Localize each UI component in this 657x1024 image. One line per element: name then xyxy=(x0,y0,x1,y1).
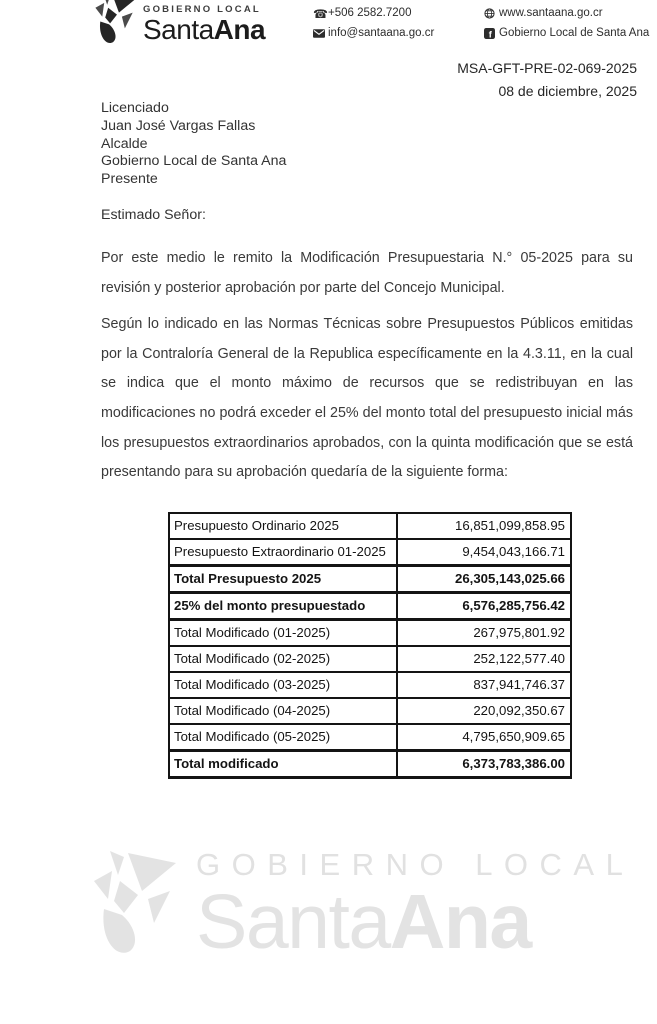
row-label: Total Modificado (02-2025) xyxy=(169,646,397,672)
envelope-icon xyxy=(313,29,328,38)
contact-column-right xyxy=(484,4,649,43)
row-value: 220,092,350.67 xyxy=(397,698,571,724)
row-value: 16,851,099,858.95 xyxy=(397,513,571,539)
contact-facebook-text: Gobierno Local de Santa Ana xyxy=(499,26,650,39)
table-row-total xyxy=(169,566,571,593)
footer-watermark xyxy=(92,843,634,969)
row-value: 4,795,650,909.65 xyxy=(397,724,571,751)
contact-phone xyxy=(313,4,434,24)
row-value: 837,941,746.37 xyxy=(397,672,571,698)
reference-number: MSA-GFT-PRE-02-069-2025 xyxy=(457,60,637,76)
leaf-mosaic-icon-watermark xyxy=(92,843,180,969)
watermark-name-bold: Ana xyxy=(389,879,531,965)
municipality-logo xyxy=(94,0,265,47)
row-label: Total Modificado (05-2025) xyxy=(169,724,397,751)
contact-column-left xyxy=(313,4,434,43)
globe-icon xyxy=(484,8,499,19)
logo-name-bold: Ana xyxy=(213,14,266,45)
watermark-text xyxy=(196,843,635,965)
salutation: Estimado Señor: xyxy=(101,207,206,223)
paragraph-1: Por este medio le remito la Modificación Presupuestaria N.° 05-2025 para su revisión y posterior aprobación por parte del Concejo Municipal. xyxy=(101,250,633,296)
recipient-block xyxy=(101,100,286,189)
row-value: 267,975,801.92 xyxy=(397,620,571,647)
budget-summary-table xyxy=(168,512,572,779)
watermark-name-regular: Santa xyxy=(196,879,390,965)
row-label: Total Presupuesto 2025 xyxy=(169,566,397,593)
table-row-25pct xyxy=(169,593,571,620)
row-value: 6,373,783,386.00 xyxy=(397,751,571,778)
row-value: 26,305,143,025.66 xyxy=(397,566,571,593)
logo-text xyxy=(143,0,265,44)
contact-email-text: info@santaana.go.cr xyxy=(328,26,435,39)
row-label: Presupuesto Extraordinario 01-2025 xyxy=(169,539,397,566)
table-row xyxy=(169,646,571,672)
facebook-icon xyxy=(484,28,499,39)
contact-facebook xyxy=(484,24,649,44)
table-row xyxy=(169,724,571,751)
row-label: 25% del monto presupuestado xyxy=(169,593,397,620)
watermark-name xyxy=(196,879,634,965)
row-value: 9,454,043,166.71 xyxy=(397,539,571,566)
row-label: Total modificado xyxy=(169,751,397,778)
paragraph-2: Según lo indicado en las Normas Técnicas sobre Presupuestos Públicos emitidas por la Contraloría General de la Republica específicamente en la 4.3.11, en la cual se indica que el monto máximo de recursos que se redistribuyan en las modificaciones no podrá exceder el 25% del monto total del presupuesto inicial más los presupuestos extraordinarios aprobados, con la quinta modificación que se está presentando para su aprobación quedaría de la siguiente forma: xyxy=(101,316,633,481)
leaf-mosaic-icon xyxy=(94,0,138,47)
svg-text:f: f xyxy=(488,29,492,39)
row-label: Total Modificado (03-2025) xyxy=(169,672,397,698)
recipient-line: Alcalde xyxy=(101,135,148,152)
table-row-grand-total xyxy=(169,751,571,778)
row-value: 6,576,285,756.42 xyxy=(397,593,571,620)
letter-body xyxy=(101,244,633,495)
recipient-line: Gobierno Local de Santa Ana xyxy=(101,153,287,170)
contact-website xyxy=(484,4,649,24)
logo-name-regular: Santa xyxy=(143,14,214,45)
watermark-tagline: GOBIERNO LOCAL xyxy=(196,847,635,882)
row-value: 252,122,577.40 xyxy=(397,646,571,672)
recipient-line: Juan José Vargas Fallas xyxy=(101,117,256,134)
recipient-line: Presente xyxy=(101,171,158,188)
table-row xyxy=(169,672,571,698)
table-row xyxy=(169,698,571,724)
row-label: Total Modificado (04-2025) xyxy=(169,698,397,724)
table-row xyxy=(169,539,571,566)
phone-icon: ☎ xyxy=(313,6,328,21)
table-row xyxy=(169,513,571,539)
contact-website-text: www.santaana.go.cr xyxy=(499,7,603,19)
contact-phone-text: +506 2582.7200 xyxy=(328,7,412,19)
table-row xyxy=(169,620,571,647)
recipient-line: Licenciado xyxy=(101,100,169,116)
logo-tagline: GOBIERNO LOCAL xyxy=(143,4,261,15)
reference-block xyxy=(457,57,637,103)
letter-date: 08 de diciembre, 2025 xyxy=(498,83,637,99)
row-label: Presupuesto Ordinario 2025 xyxy=(169,513,397,539)
contact-email xyxy=(313,24,434,44)
row-label: Total Modificado (01-2025) xyxy=(169,620,397,647)
logo-name xyxy=(143,15,265,44)
